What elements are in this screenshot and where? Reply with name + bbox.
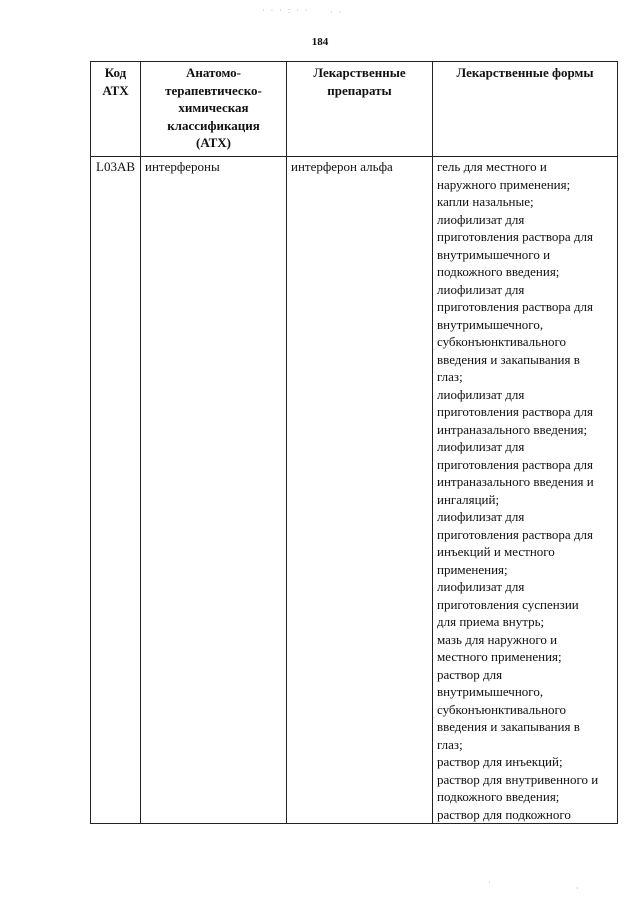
scan-artifact: · xyxy=(576,884,581,893)
text-line: введения и закапывания в xyxy=(437,351,580,367)
text-line: раствор для подкожного xyxy=(437,806,571,822)
text-line: приготовления раствора для xyxy=(437,404,593,419)
text-line: глаз; xyxy=(437,369,463,384)
header-code xyxy=(91,62,141,157)
text-line: интраназального введения и xyxy=(437,474,594,489)
text-line: Анатомо- xyxy=(185,65,242,80)
text-line: Лекарственные формы xyxy=(456,65,594,80)
text-line: гель для местного и xyxy=(437,159,547,174)
text-line: подкожного введения; xyxy=(437,264,560,279)
header-drugs xyxy=(287,62,433,157)
text-line: лиофилизат для xyxy=(437,281,525,297)
text-line: подкожного введения; xyxy=(437,789,560,804)
scan-artifact: · · · : · · xyxy=(262,6,310,15)
text-line: инъекций и местного xyxy=(437,544,555,559)
text-line: для приема внутрь; xyxy=(437,614,545,629)
text-line: раствор для инъекций; xyxy=(437,754,563,769)
text-line: субконъюнктивального xyxy=(437,701,567,717)
header-classification xyxy=(141,62,287,157)
page-number: 184 xyxy=(311,36,329,48)
text-line: лиофилизат для xyxy=(437,386,525,402)
scan-artifact: · xyxy=(488,878,493,887)
table-row xyxy=(91,157,618,824)
scan-artifact: · · xyxy=(330,8,344,17)
text-line: Лекарственные xyxy=(313,65,406,80)
text-line: применения; xyxy=(437,561,508,577)
text-line: химическая xyxy=(178,100,249,115)
text-line: капли назальные; xyxy=(437,194,534,209)
text-line: Код xyxy=(104,65,127,80)
text-line: лиофилизат для xyxy=(437,509,525,524)
text-line: наружного применения; xyxy=(437,176,571,192)
text-line: интраназального введения; xyxy=(437,421,588,437)
text-line: лиофилизат для xyxy=(437,439,525,454)
header-forms xyxy=(433,62,618,157)
drug-cell: интерферон альфа xyxy=(287,157,433,824)
text-line: лиофилизат для xyxy=(437,211,525,227)
text-line: классификация xyxy=(167,117,260,133)
text-line: мазь для наружного и xyxy=(437,631,558,647)
text-line: внутримышечного и xyxy=(437,246,551,262)
text-line: приготовления раствора для xyxy=(437,229,593,244)
text-line: АТХ xyxy=(102,82,129,98)
forms-cell xyxy=(433,157,618,824)
atx-classification-table xyxy=(90,61,618,824)
text-line: (АТХ) xyxy=(196,135,231,150)
text-line: субконъюнктивального xyxy=(437,334,567,349)
text-line: глаз; xyxy=(437,736,463,752)
text-line: приготовления раствора для xyxy=(437,526,593,542)
text-line: приготовления суспензии xyxy=(437,596,579,612)
text-line: приготовления раствора для xyxy=(437,456,593,472)
atx-code-cell: L03AB xyxy=(91,157,141,824)
text-line: ингаляций; xyxy=(437,491,500,507)
text-line: лиофилизат для xyxy=(437,579,525,594)
text-line: введения и закапывания в xyxy=(437,719,580,734)
text-line: терапевтическо- xyxy=(165,82,262,98)
text-line: местного применения; xyxy=(437,649,562,664)
text-line: внутримышечного, xyxy=(437,684,544,699)
text-line: раствор для внутривенного и xyxy=(437,771,599,787)
text-line: внутримышечного, xyxy=(437,316,544,332)
table-header-row xyxy=(91,62,618,157)
text-line: раствор для xyxy=(437,666,503,682)
text-line: препараты xyxy=(327,82,392,98)
classification-cell: интерфероны xyxy=(141,157,287,824)
text-line: приготовления раствора для xyxy=(437,299,593,314)
